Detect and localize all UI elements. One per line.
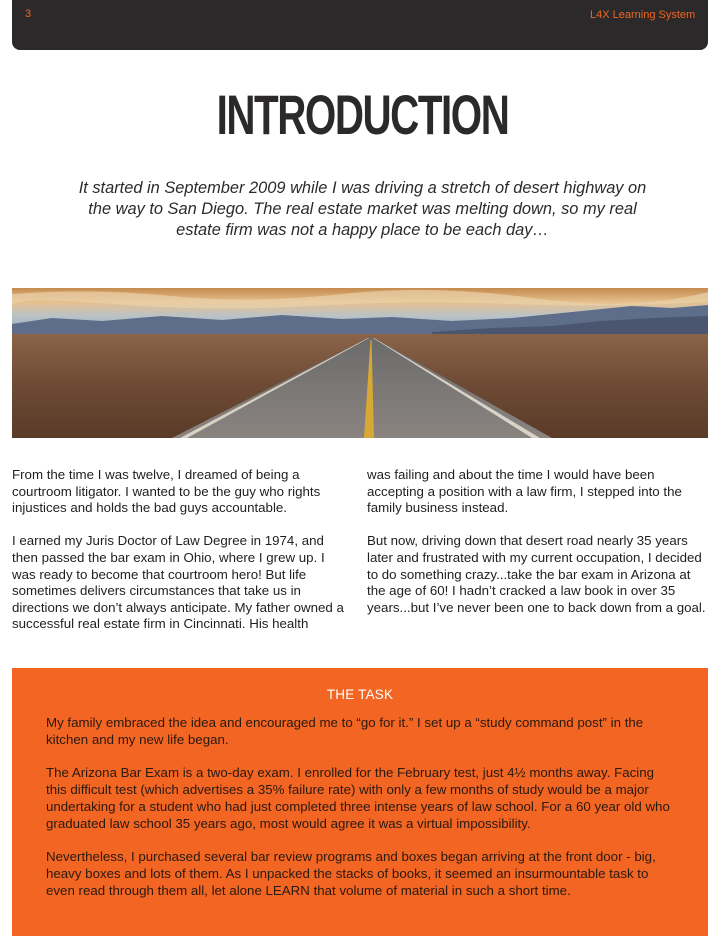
task-heading: THE TASK — [326, 687, 394, 702]
page-title: INTRODUCTION — [216, 83, 509, 146]
body-paragraph: I earned my Juris Doctor of Law Degree in 1974, and then passed the bar exam in Ohio, where I grew up. I was ready to become that courtroom hero! But life sometimes delivers circumstances that take us in directions we don’t always anticipate. My father owned a successful real estate firm in Cincinnati. His health — [12, 533, 344, 632]
task-paragraph: My family embraced the idea and encouraged me to “go for it.” I set up a “study command post” in the kitchen and my new life began. — [46, 715, 644, 747]
body-column-left — [12, 467, 350, 650]
brand-name: L4X Learning System — [590, 9, 696, 21]
task-section — [12, 668, 708, 936]
task-paragraph: The Arizona Bar Exam is a two-day exam. I enrolled for the February test, just 4½ months away. Facing this difficult test (which advertises a 35% failure rate) with only a few months of study would be a major undertaking for a student who had just completed three intense years of law school. For a 60 year old who graduated law school 35 years ago, most would agree it was a virtual impossibility. — [46, 765, 670, 831]
desert-highway-image — [12, 288, 708, 438]
body-column-right — [367, 467, 707, 633]
body-paragraph: was failing and about the time I would have been accepting a position with a law firm, I stepped into the family business instead. — [367, 467, 682, 516]
body-paragraph: From the time I was twelve, I dreamed of being a courtroom litigator. I wanted to be the guy who rights injustices and holds the bad guys accountable. — [12, 467, 321, 516]
lead-paragraph: It started in September 2009 while I was driving a stretch of desert highway on the way to San Diego. The real estate market was melting down, so my real estate firm was not a happy place to be each day… — [78, 179, 647, 239]
body-paragraph: But now, driving down that desert road nearly 35 years later and frustrated with my current occupation, I decided to do something crazy...take the bar exam in Arizona at the age of 60! I hadn’t cracked a law book in over 35 years...but I’ve never been one to back down from a goal. — [367, 533, 706, 615]
task-paragraph: Nevertheless, I purchased several bar review programs and boxes began arriving at the front door - big, heavy boxes and lots of them. As I unpacked the stacks of books, it seemed an insurmountable task to even read through them all, let alone LEARN that volume of material in such a short time. — [46, 849, 656, 898]
page-number: 3 — [25, 8, 32, 20]
task-body — [46, 715, 676, 917]
header-bar — [12, 0, 708, 50]
